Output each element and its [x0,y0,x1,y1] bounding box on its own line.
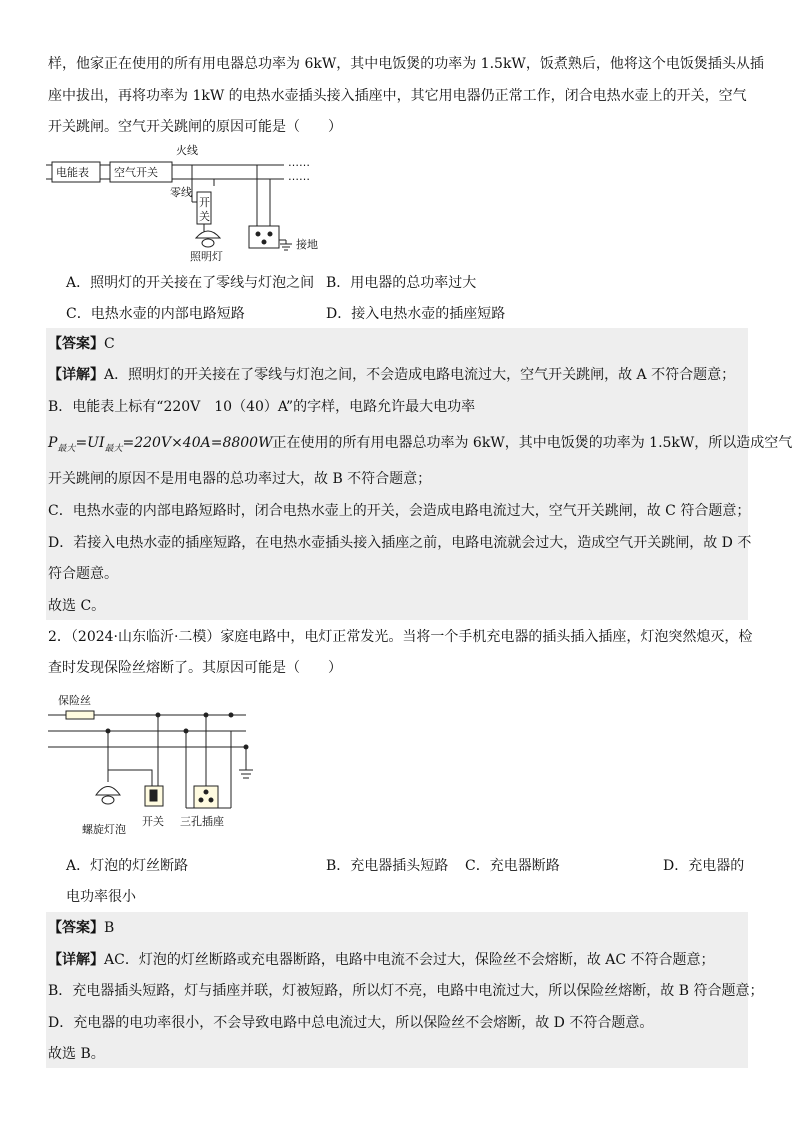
q1-detail-line-1 [48,366,735,384]
q2-answer [48,919,114,937]
q2-stem-line-2: 查时发现保险丝熔断了。其原因可能是（ ） [48,660,342,676]
continuation-dots-2: …… [288,170,310,183]
q2-option-d-continued: 电功率很小 [66,889,136,905]
q2-conclusion: 故选 B。 [48,1046,105,1062]
q2-detail-line-3: D．充电器的电功率很小，不会导致电路中总电流过大，所以保险丝不会熔断，故 D 不符合题意。 [48,1015,654,1031]
detail-text: 正在使用的所有用电器总功率为 6kW，其中电饭煲的功率为 1.5kW，所以造成空气 [272,435,793,451]
answer-value: C [104,336,115,352]
q1-detail-line-2: B．电能表上标有“220V 10（40）A”的字样，电路允许最大电功率 [48,399,476,415]
q1-detail-line-6: D．若接入电热水壶的插座短路，在电热水壶插头接入插座之前，电路电流就会过大，造成空气开关跳闸，故 D 不 [48,535,752,551]
detail-tag: 【详解】 [48,952,104,968]
continuation-dots-1: …… [288,156,310,169]
detail-tag: 【详解】 [48,367,104,383]
answer-tag: 【答案】 [48,336,104,352]
meter-label: 电能表 [56,166,89,179]
power-formula: $P_{最大}=UI_{最大}=220V\times 40A=8800W$ [48,435,273,454]
q1-option-c: C．电热水壶的内部电路短路 [66,306,245,322]
neutral-wire-label: 零线 [170,186,192,199]
q1-detail-line-3 [48,434,792,458]
breaker-label: 空气开关 [114,166,158,179]
answer-tag: 【答案】 [48,920,104,936]
ground-label: 接地 [296,238,318,251]
q2-option-a: A．灯泡的灯丝断路 [66,858,189,874]
fuse-label: 保险丝 [58,694,91,707]
q2-option-b: B．充电器插头短路 [326,858,449,874]
q1-detail-line-4: 开关跳闸的原因不是用电器的总功率过大，故 B 不符合题意； [48,471,432,487]
q1-option-d: D．接入电热水壶的插座短路 [326,306,506,322]
q1-answer [48,335,115,353]
circuit-diagram-2 [46,690,276,840]
live-wire-label: 火线 [176,144,198,157]
q1-option-b: B．用电器的总功率过大 [326,275,477,291]
socket-label: 三孔插座 [180,815,224,828]
lamp-switch-label: 开关 [199,196,210,223]
q1-conclusion: 故选 C。 [48,598,106,614]
q1-stem-line-1: 样，他家正在使用的所有用电器总功率为 6kW，其中电饭煲的功率为 1.5kW，饭煮熟后，他将这个电饭煲插头从插 [48,56,764,72]
q2-option-d: D．充电器的 [663,858,745,874]
circuit-diagram-1 [44,142,334,262]
q1-stem-line-3: 开关跳闸。空气开关跳闸的原因可能是（ ） [48,119,342,135]
lamp-label: 照明灯 [190,250,223,262]
bulb-label: 螺旋灯泡 [82,823,126,836]
detail-text: A．照明灯的开关接在了零线与灯泡之间，不会造成电路电流过大，空气开关跳闸，故 A 不符合题意； [104,367,736,383]
answer-value: B [104,920,115,936]
q2-detail-line-2: B．充电器插头短路，灯与插座并联，灯被短路，所以灯不亮，电路中电流过大，所以保险丝熔断，故 B 符合题意； [48,983,764,999]
switch-label: 开关 [142,815,164,828]
q2-stem-line-1: 2．（2024·山东临沂·二模）家庭电路中，电灯正常发光。当将一个手机充电器的插头插入插座，灯泡突然熄灭，检 [48,629,753,645]
q1-stem-line-2: 座中拔出，再将功率为 1kW 的电热水壶插头接入插座中，其它用电器仍正常工作，闭合电热水壶上的开关，空气 [48,88,747,104]
q1-option-a: A．照明灯的开关接在了零线与灯泡之间 [66,275,315,291]
q2-detail-line-1 [48,951,715,969]
q1-detail-line-7: 符合题意。 [48,566,118,582]
q1-detail-line-5: C．电热水壶的内部电路短路时，闭合电热水壶上的开关，会造成电路电流过大，空气开关跳闸，故 C 符合题意； [48,503,751,519]
q2-option-c: C．充电器断路 [465,858,560,874]
detail-text: AC．灯泡的灯丝断路或充电器断路，电路中电流不会过大，保险丝不会熔断，故 AC 不符合题意； [104,952,715,968]
